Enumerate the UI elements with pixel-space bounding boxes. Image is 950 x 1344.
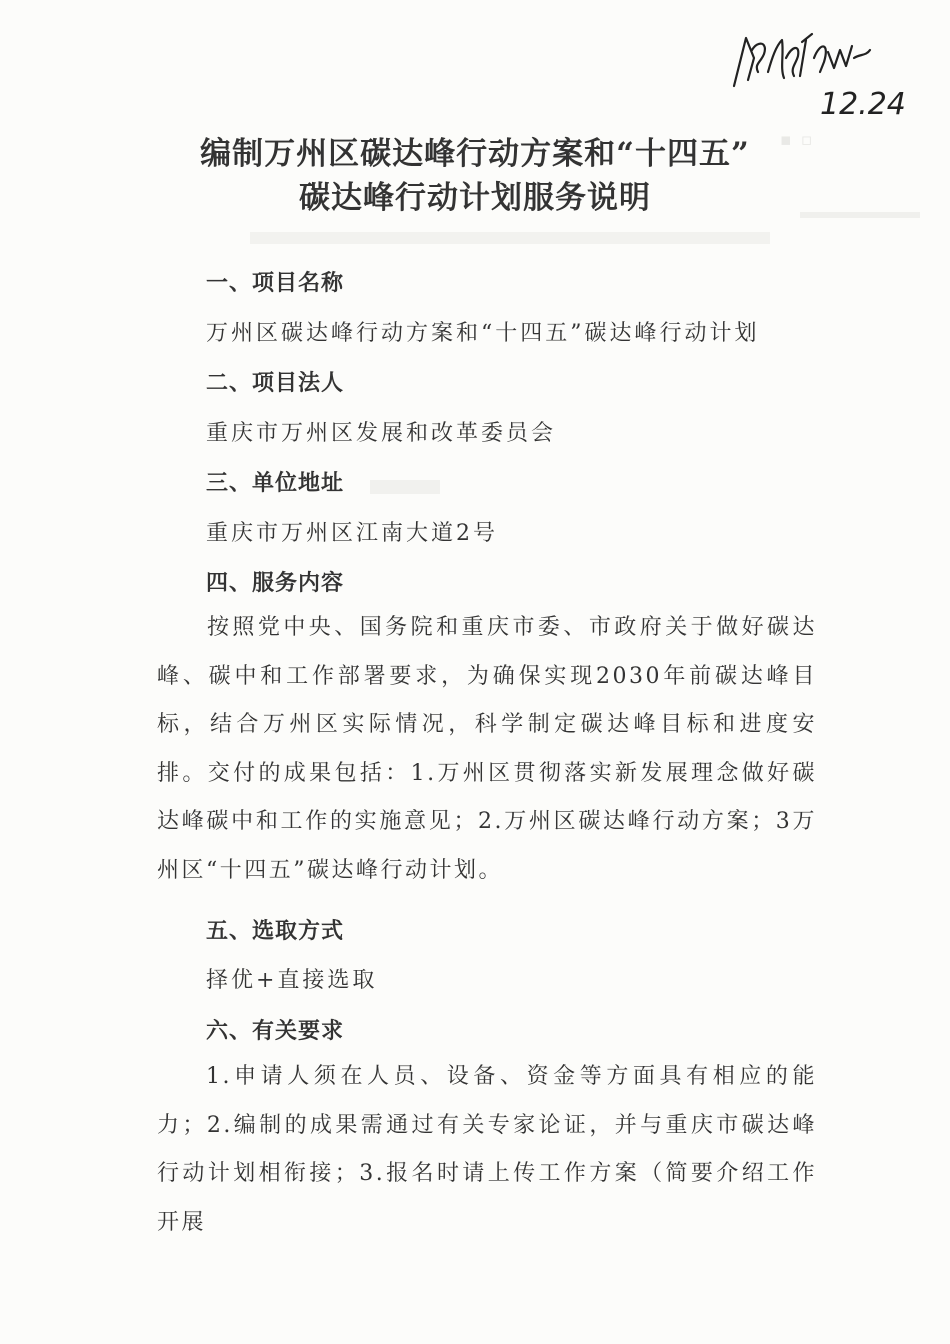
bleed-through-mark: ▪ ▫ (780, 130, 815, 150)
bleed-through-mark (370, 480, 440, 494)
section-content-project-legal-person: 重庆市万州区发展和改革委员会 (206, 421, 557, 446)
section-heading-requirements: 六、有关要求 (206, 1018, 345, 1044)
section-content-selection-method: 择优+直接选取 (206, 968, 378, 993)
handwritten-date: 12.24 (820, 87, 906, 122)
service-content-text: 按照党中央、国务院和重庆市委、市政府关于做好碳达峰、碳中和工作部署要求，为确保实现2030年前碳达峰目标，结合万州区实际情况，科学制定碳达峰目标和进度安排。交付的成果包括：1.万州区贯彻落实新发展理念做好碳达峰碳中和工作的实施意见；2.万州区碳达峰行动方案；3万州区“十四五”碳达峰行动计划。 (157, 615, 817, 883)
section-content-requirements (157, 1053, 817, 1247)
section-heading-service-content: 四、服务内容 (206, 570, 345, 596)
section-content-project-name: 万州区碳达峰行动方案和“十四五”碳达峰行动计划 (206, 321, 760, 346)
section-heading-project-legal-person: 二、项目法人 (206, 370, 345, 396)
section-content-address: 重庆市万州区江南大道2号 (206, 521, 498, 546)
section-heading-project-name: 一、项目名称 (206, 270, 345, 296)
document-title-line-1: 编制万州区碳达峰行动方案和“十四五” (200, 136, 750, 172)
section-content-service-content (157, 604, 817, 895)
handwritten-signature (728, 28, 908, 128)
bleed-through-mark (250, 232, 770, 244)
requirements-text: 1.申请人须在人员、设备、资金等方面具有相应的能力；2.编制的成果需通过有关专家论证，并与重庆市碳达峰行动计划相衔接；3.报名时请上传工作方案（简要介绍工作开展 (157, 1064, 817, 1235)
section-heading-selection-method: 五、选取方式 (206, 918, 345, 944)
document-title-line-2: 碳达峰行动计划服务说明 (299, 180, 651, 216)
section-heading-address: 三、单位地址 (206, 470, 345, 496)
